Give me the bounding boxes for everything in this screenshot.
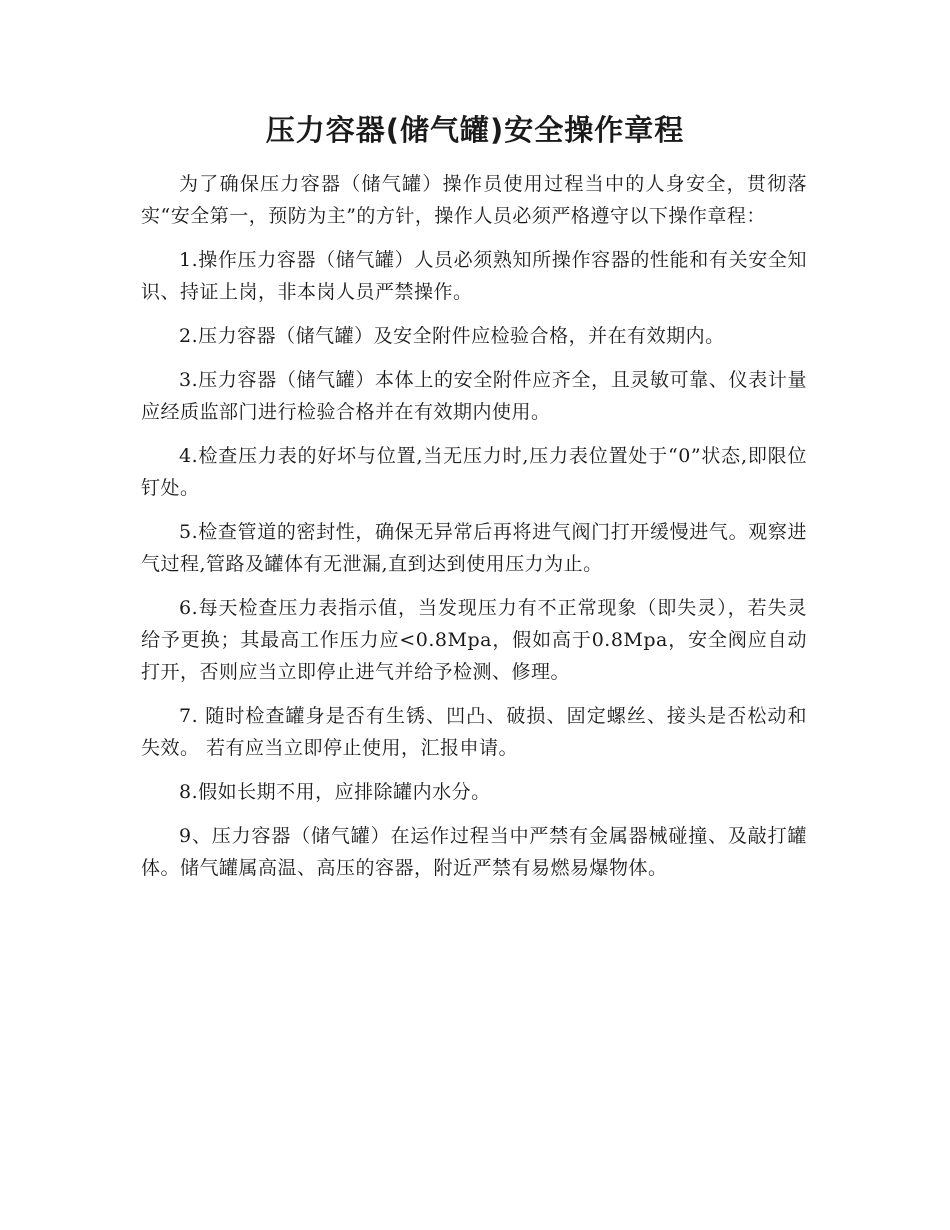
document-body — [141, 168, 807, 884]
rule-1-paragraph: 1.操作压力容器（储气罐）人员必须熟知所操作容器的性能和有关安全知识、持证上岗，非本岗人员严禁操作。 — [141, 249, 807, 303]
rule-9-paragraph: 9、压力容器（储气罐）在运作过程当中严禁有金属器械碰撞、及敲打罐体。储气罐属高温、高压的容器，附近严禁有易燃易爆物体。 — [141, 825, 807, 879]
rule-8-paragraph: 8.假如长期不用，应排除罐内水分。 — [179, 781, 491, 803]
rule-6-paragraph: 6.每天检查压力表指示值，当发现压力有不正常现象（即失灵），若失灵给予更换；其最高工作压力应<0.8Mpa，假如高于0.8Mpa，安全阀应自动打开，否则应当立即停止进气并给予检测、修理。 — [141, 597, 807, 683]
document-title: 压力容器(储气罐)安全操作章程 — [265, 113, 685, 147]
rule-5-paragraph: 5.检查管道的密封性，确保无异常后再将进气阀门打开缓慢进气。观察进气过程,管路及罐体有无泄漏,直到达到使用压力为止。 — [141, 521, 807, 575]
intro-paragraph: 为了确保压力容器（储气罐）操作员使用过程当中的人身安全，贯彻落实“安全第一，预防为主”的方针，操作人员必须严格遵守以下操作章程： — [141, 173, 807, 227]
rule-4-paragraph: 4.检查压力表的好坏与位置,当无压力时,压力表位置处于“0”状态,即限位钉处。 — [141, 445, 807, 499]
rule-2-paragraph: 2.压力容器（储气罐）及安全附件应检验合格，并在有效期内。 — [179, 325, 725, 347]
rule-7-paragraph: 7. 随时检查罐身是否有生锈、凹凸、破损、固定螺丝、接头是否松动和失效。 若有应当立即停止使用，汇报申请。 — [141, 705, 807, 759]
rule-3-paragraph: 3.压力容器（储气罐）本体上的安全附件应齐全，且灵敏可靠、仪表计量应经质监部门进行检验合格并在有效期内使用。 — [141, 369, 807, 423]
